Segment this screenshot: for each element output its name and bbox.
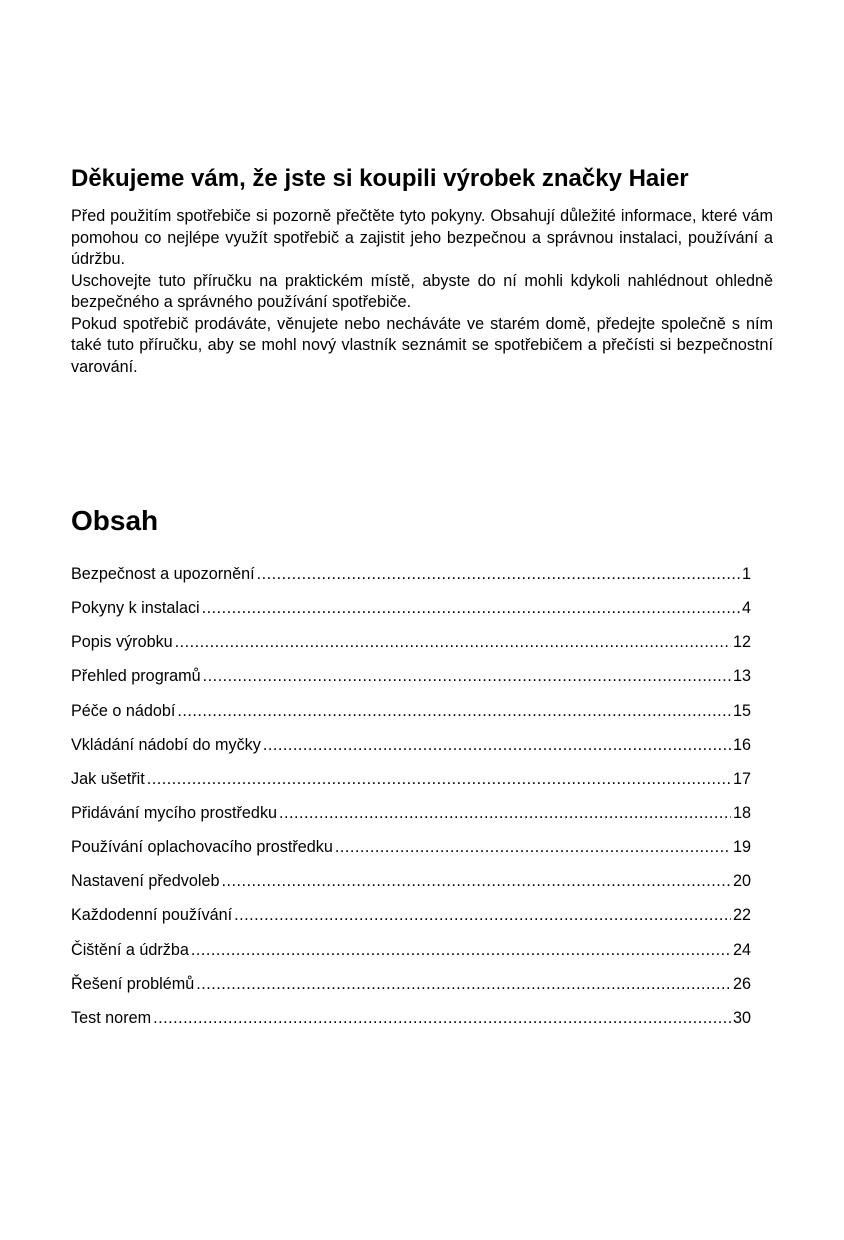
toc-dot-leader <box>177 698 731 724</box>
toc-entry-page: 30 <box>732 1008 751 1027</box>
toc-entry[interactable] <box>71 902 751 936</box>
toc-entry-page: 1 <box>741 565 751 583</box>
toc-entry-label: Vkládání nádobí do myčky <box>71 735 261 754</box>
toc-dot-leader <box>335 834 731 860</box>
toc-dot-leader <box>153 1005 731 1031</box>
toc-entry-page: 22 <box>732 906 751 925</box>
toc-entry-label: Přehled programů <box>71 667 201 686</box>
toc-dot-leader <box>203 663 731 689</box>
toc-dot-leader <box>196 971 731 997</box>
toc-entry-page: 26 <box>732 974 751 993</box>
toc-dot-leader <box>257 561 740 587</box>
toc-entry[interactable] <box>71 663 751 697</box>
intro-paragraph: Před použitím spotřebiče si pozorně přečtěte tyto pokyny. Obsahují důležité informace, které vám pomohou co nejlépe využít spotřebič a zajistit jeho bezpečnou a správnou instalaci, používání a údržbu. <box>71 207 773 268</box>
toc-entry[interactable] <box>71 800 751 834</box>
intro-title: Děkujeme vám, že jste si koupili výrobek značky Haier <box>71 165 689 192</box>
toc-entry[interactable] <box>71 834 751 868</box>
toc-entry-label: Používání oplachovacího prostředku <box>71 838 333 857</box>
toc-dot-leader <box>263 732 731 758</box>
toc-entry[interactable] <box>71 766 751 800</box>
toc-entry-label: Čištění a údržba <box>71 940 189 959</box>
toc-entry[interactable] <box>71 698 751 732</box>
toc-entry-page: 17 <box>732 769 751 788</box>
toc-dot-leader <box>147 766 731 792</box>
toc-entry-label: Nastavení předvoleb <box>71 872 220 891</box>
toc-entry-page: 20 <box>732 872 751 891</box>
toc-entry[interactable] <box>71 732 751 766</box>
toc-entry-label: Řešení problémů <box>71 974 195 993</box>
toc-entry-page: 19 <box>732 838 751 857</box>
toc-entry-label: Péče o nádobí <box>71 701 176 720</box>
toc-title: Obsah <box>71 505 159 536</box>
toc-entry[interactable] <box>71 595 751 629</box>
intro-paragraph: Pokud spotřebič prodáváte, věnujete nebo necháváte ve starém domě, předejte společně s ním také tuto příručku, aby se mohl nový vlastník seznámit se spotřebičem a přečísti si bezpečnostní varování. <box>71 314 773 376</box>
toc-entry-label: Přidávání mycího prostředku <box>71 803 278 822</box>
toc-entry-page: 13 <box>732 667 751 686</box>
toc-dot-leader <box>202 595 740 621</box>
toc-dot-leader <box>191 937 731 963</box>
toc-entry[interactable] <box>71 868 751 902</box>
toc-entry[interactable] <box>71 629 751 663</box>
toc-entry-page: 12 <box>732 633 751 652</box>
toc-dot-leader <box>279 800 731 826</box>
toc-entry[interactable] <box>71 971 751 1005</box>
toc-entry[interactable] <box>71 561 751 595</box>
toc-entry-page: 4 <box>741 599 751 618</box>
toc-entry-label: Každodenní používání <box>71 906 233 925</box>
toc-entry[interactable] <box>71 1005 751 1039</box>
toc-entry-label: Test norem <box>71 1008 152 1027</box>
toc-list <box>71 561 751 1039</box>
toc-entry[interactable] <box>71 937 751 971</box>
toc-entry-page: 15 <box>732 701 751 720</box>
toc-entry-label: Pokyny k instalaci <box>71 599 200 618</box>
intro-body <box>71 206 773 378</box>
toc-entry-page: 18 <box>732 803 751 822</box>
toc-entry-label: Jak ušetřit <box>71 769 145 788</box>
toc-entry-label: Bezpečnost a upozornění <box>71 565 255 583</box>
toc-entry-page: 16 <box>732 735 751 754</box>
toc-dot-leader <box>234 902 731 928</box>
toc-entry-page: 24 <box>732 940 751 959</box>
toc-dot-leader <box>175 629 731 655</box>
intro-paragraph: Uschovejte tuto příručku na praktickém místě, abyste do ní mohli kdykoli nahlédnout ohledně bezpečného a správného používání spotřebiče. <box>71 271 773 311</box>
toc-entry-label: Popis výrobku <box>71 633 173 652</box>
toc-dot-leader <box>221 868 731 894</box>
